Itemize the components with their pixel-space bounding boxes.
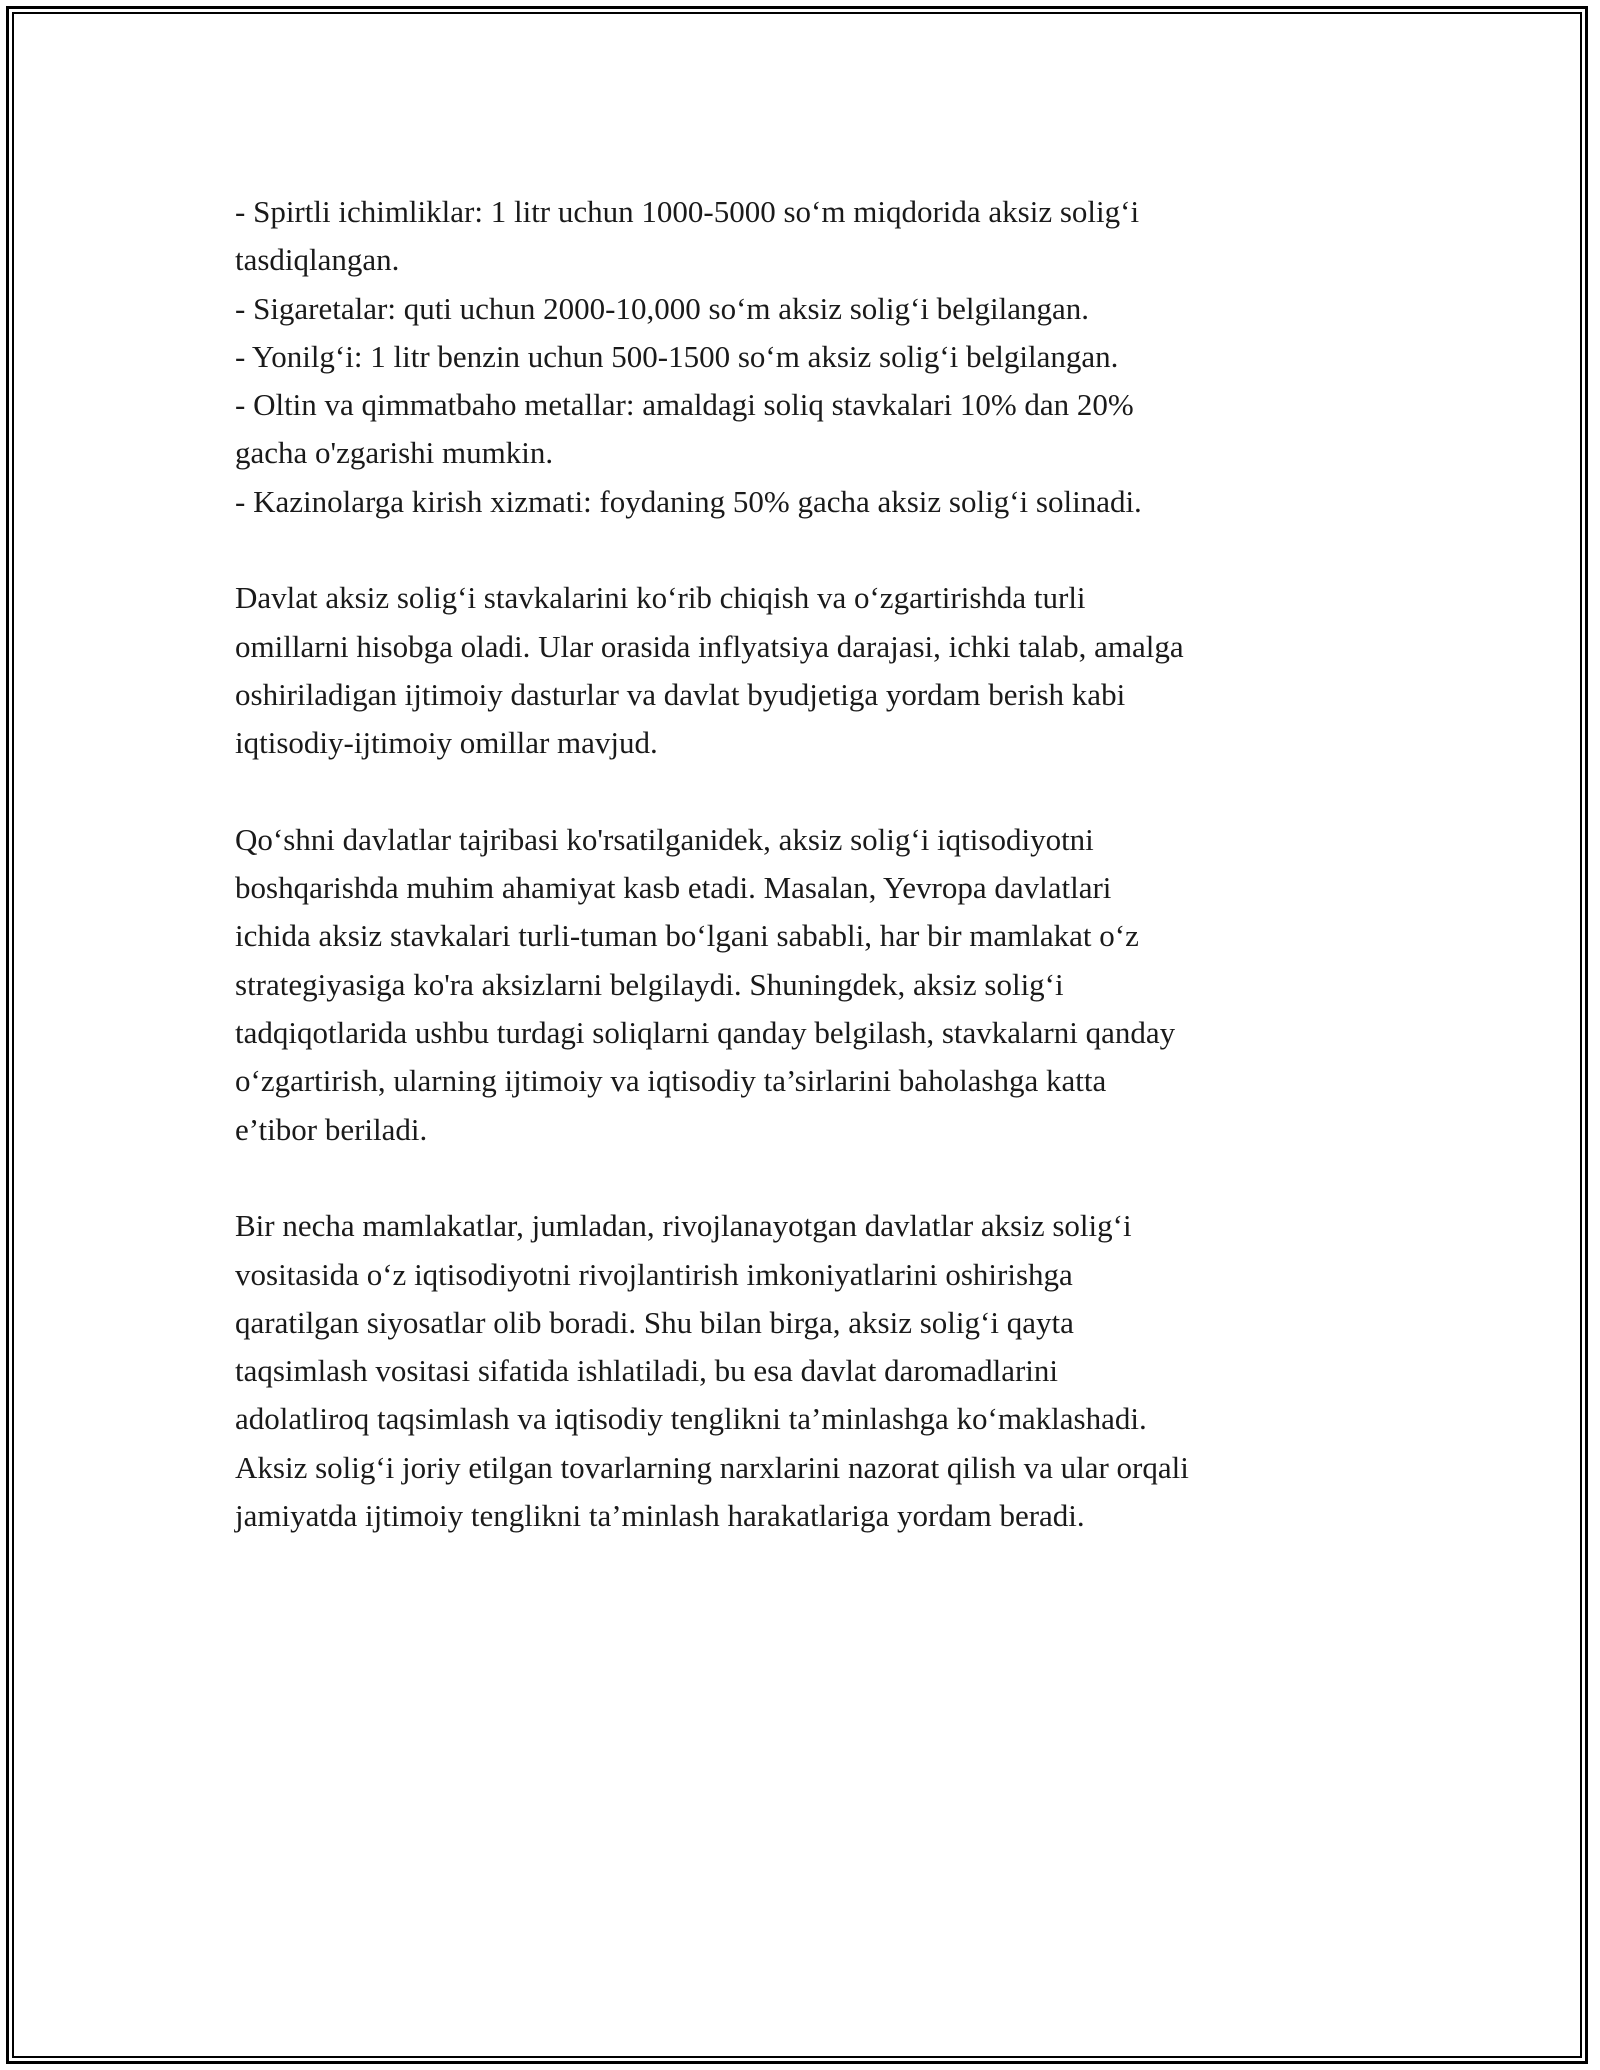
list-item-line: - Spirtli ichimliklar: 1 litr uchun 1000-5000 so‘m miqdorida aksiz solig‘i xyxy=(235,194,1140,229)
document-body xyxy=(235,188,1375,1540)
paragraph-factors xyxy=(235,574,1375,767)
list-item-line: - Sigaretalar: quti uchun 2000-10,000 so‘m aksiz solig‘i belgilangan. xyxy=(235,290,1090,326)
list-item-line: - Kazinolarga kirish xizmati: foydaning 50% gacha aksiz solig‘i solinadi. xyxy=(235,483,1142,519)
list-item-line: tasdiqlangan. xyxy=(235,242,400,278)
paragraph-line: vositasida o‘z iqtisodiyotni rivojlantirish imkoniyatlarini oshirishga xyxy=(235,1256,1073,1292)
paragraph-line: Bir necha mamlakatlar, jumladan, rivojlanayotgan davlatlar aksiz solig‘i xyxy=(235,1208,1132,1244)
list-item xyxy=(235,381,1375,478)
paragraph-line: iqtisodiy-ijtimoiy omillar mavjud. xyxy=(235,725,658,761)
paragraph-line: Aksiz solig‘i joriy etilgan tovarlarning narxlarini nazorat qilish va ular orqali xyxy=(235,1449,1189,1485)
paragraph-line: strategiyasiga ko'ra aksizlarni belgilaydi. Shuningdek, aksiz solig‘i xyxy=(235,966,1064,1002)
list-item-line: - Yonilg‘i: 1 litr benzin uchun 500-1500 so‘m aksiz solig‘i belgilangan. xyxy=(235,338,1119,374)
paragraph-line: adolatliroq taqsimlash va iqtisodiy tenglikni ta’minlashga ko‘maklashadi. xyxy=(235,1401,1147,1437)
list-item-line: - Oltin va qimmatbaho metallar: amaldagi soliq stavkalari 10% dan 20% xyxy=(235,387,1134,423)
tax-rates-list xyxy=(235,188,1375,526)
list-item xyxy=(235,188,1375,285)
list-item xyxy=(235,478,1375,526)
paragraph-line: boshqarishda muhim ahamiyat kasb etadi. Masalan, Yevropa davlatlari xyxy=(235,870,1112,906)
paragraph-line: qaratilgan siyosatlar olib boradi. Shu bilan birga, aksiz solig‘i qayta xyxy=(235,1304,1074,1340)
paragraph-line: ichida aksiz stavkalari turli-tuman bo‘lgani sababli, har bir mamlakat o‘z xyxy=(235,918,1139,954)
list-item xyxy=(235,333,1375,381)
paragraph-line: o‘zgartirish, ularning ijtimoiy va iqtisodiy ta’sirlarini baholashga katta xyxy=(235,1063,1107,1099)
paragraph-line: e’tibor beriladi. xyxy=(235,1111,428,1147)
paragraph-line: taqsimlash vositasi sifatida ishlatiladi, bu esa davlat daromadlarini xyxy=(235,1353,1059,1389)
paragraph-line: tadqiqotlarida ushbu turdagi soliqlarni qanday belgilash, stavkalarni qanday xyxy=(235,1015,1176,1051)
list-item-line: gacha o'zgarishi mumkin. xyxy=(235,435,554,471)
paragraph-line: Qo‘shni davlatlar tajribasi ko'rsatilganidek, aksiz solig‘i iqtisodiyotni xyxy=(235,821,1094,857)
paragraph-line: omillarni hisobga oladi. Ular orasida inflyatsiya darajasi, ichki talab, amalga xyxy=(235,628,1184,664)
list-item xyxy=(235,285,1375,333)
paragraph-line: Davlat aksiz solig‘i stavkalarini ko‘rib chiqish va o‘zgartirishda turli xyxy=(235,580,1086,616)
paragraph-line: jamiyatda ijtimoiy tenglikni ta’minlash harakatlariga yordam beradi. xyxy=(235,1498,1085,1534)
paragraph-line: oshiriladigan ijtimoiy dasturlar va davlat byudjetiga yordam berish kabi xyxy=(235,676,1126,712)
paragraph-neighbor-experience xyxy=(235,816,1375,1154)
paragraph-developing-countries xyxy=(235,1202,1375,1540)
